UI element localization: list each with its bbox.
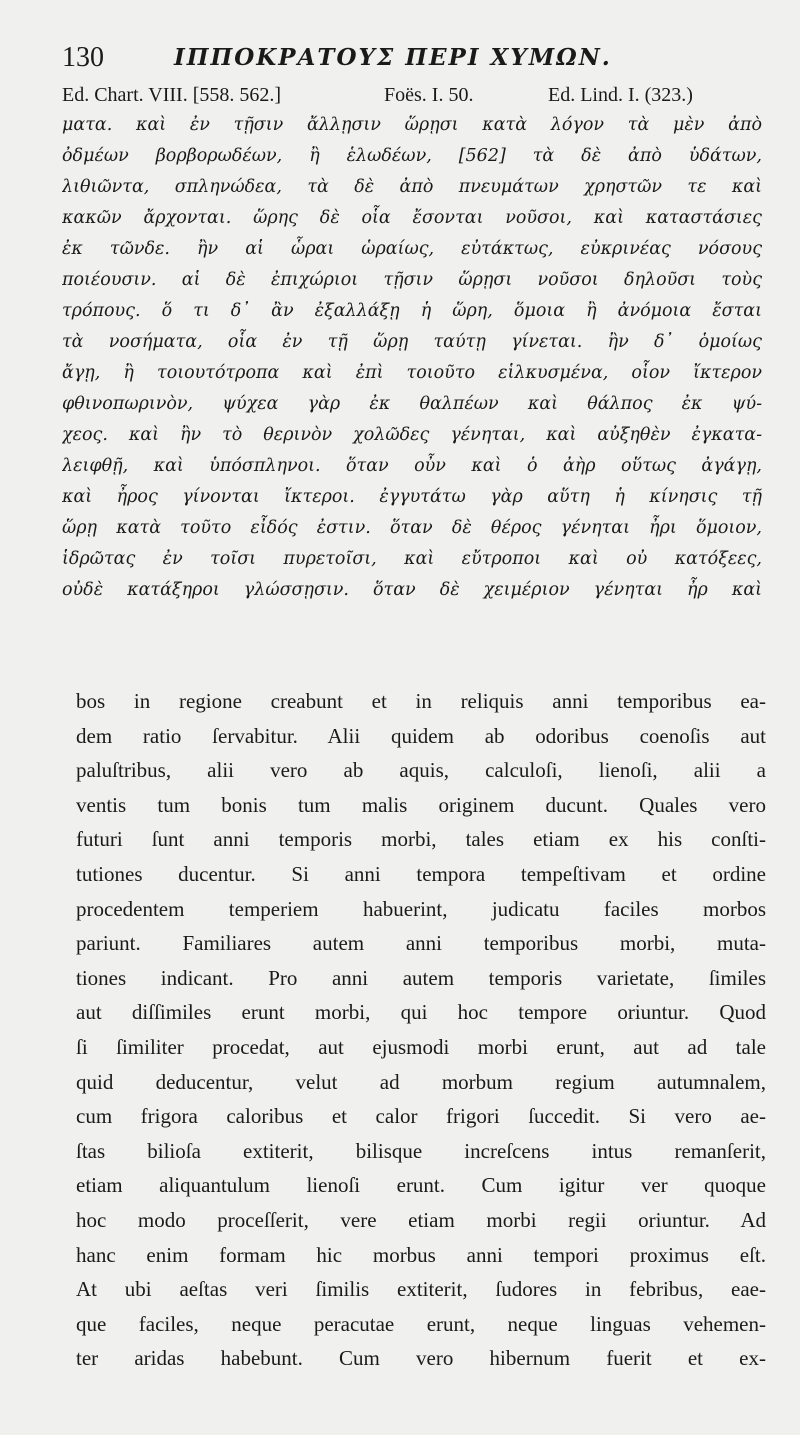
latin-line: tiones indicant. Pro anni autem temporis varietate, ſimiles <box>76 965 766 990</box>
latin-line: que faciles, neque peracutae erunt, neque linguas vehemen- <box>76 1311 766 1336</box>
latin-line: quid deducentur, velut ad morbum regium autumnalem, <box>76 1069 766 1094</box>
greek-line: ποιέουσιν. αἱ δὲ ἐπιχώριοι τῇσιν ὥρῃσι νοῦσοι δηλοῦσι τοὺς <box>62 270 762 290</box>
latin-line: pariunt. Familiares autem anni temporibus morbi, muta- <box>76 931 766 956</box>
latin-line: aut diſſimiles erunt morbi, qui hoc tempore oriuntur. Quod <box>76 1000 766 1025</box>
edition-chartier: Ed. Chart. VIII. [558. 562.] <box>62 84 282 106</box>
latin-line: procedentem temperiem habuerint, judicatu faciles morbos <box>76 896 766 921</box>
latin-line: futuri ſunt anni temporis morbi, tales etiam ex his conſti- <box>76 827 766 852</box>
latin-line: bos in regione creabunt et in reliquis anni temporibus ea- <box>76 689 766 713</box>
latin-line: hanc enim formam hic morbus anni tempori proximus eſt. <box>76 1242 766 1267</box>
latin-line: cum frigora caloribus et calor frigori ſuccedit. Si vero ae- <box>76 1104 766 1129</box>
greek-line: λειφθῇ, καὶ ὑπόσπληνοι. ὅταν οὖν καὶ ὁ ἀὴρ οὕτως ἀγάγῃ, <box>62 456 762 476</box>
greek-line: χεος. καὶ ἢν τὸ θερινὸν χολῶδες γένηται, καὶ αὐξηθὲν ἐγκατα- <box>62 425 762 445</box>
page-header <box>62 40 762 80</box>
greek-line: ἱδρῶτας ἐν τοῖσι πυρετοῖσι, καὶ εὔτροποι καὶ οὐ κατόξεες, <box>62 549 762 569</box>
latin-line: ter aridas habebunt. Cum vero hibernum fuerit et ex- <box>76 1346 766 1371</box>
latin-line: At ubi aeſtas veri ſimilis extiterit, ſudores in febribus, eae- <box>76 1277 766 1302</box>
greek-line: οὐδὲ κατάξηροι γλώσσῃσιν. ὅταν δὲ χειμέριον γένηται ἦρ καὶ <box>62 580 762 600</box>
latin-line: ſtas bilioſa extiterit, bilisque increſcens intus remanſerit, <box>76 1138 766 1163</box>
latin-line: etiam aliquantulum lienoſi erunt. Cum igitur ver quoque <box>76 1173 766 1198</box>
edition-foesius: Foës. I. 50. <box>384 84 474 106</box>
greek-line: καὶ ἦρος γίνονται ἴκτεροι. ἐγγυτάτω γὰρ αὕτη ἡ κίνησις τῇ <box>62 487 762 507</box>
greek-text-block <box>62 110 762 606</box>
latin-line: dem ratio ſervabitur. Alii quidem ab odoribus coenoſis aut <box>76 723 766 748</box>
greek-line: ὥρῃ κατὰ τοῦτο εἶδός ἐστιν. ὅταν δὲ θέρος γένηται ἦρι ὅμοιον, <box>62 518 762 538</box>
latin-line: ventis tum bonis tum malis originem ducunt. Quales vero <box>76 792 766 817</box>
latin-line: tutiones ducentur. Si anni tempora tempeſtivam et ordine <box>76 861 766 886</box>
running-head: ΙΠΠΟΚΡΑΤΟΥΣ ΠΕΡΙ ΧΥΜΩΝ. <box>174 44 612 71</box>
greek-line: τρόπους. ὅ τι δ᾽ ἂν ἐξαλλάξῃ ἡ ὥρη, ὅμοια ἢ ἀνόμοια ἔσται <box>62 301 762 321</box>
page-number: 130 <box>62 42 104 73</box>
greek-line: ματα. καὶ ἐν τῇσιν ἄλλῃσιν ὥρῃσι κατὰ λόγον τὰ μὲν ἀπὸ <box>62 115 762 135</box>
greek-line: ἐκ τῶνδε. ἢν αἱ ὧραι ὡραίως, εὐτάκτως, εὐκρινέας νόσους <box>62 239 762 259</box>
latin-line: ſi ſimiliter procedat, aut ejusmodi morbi erunt, aut ad tale <box>76 1034 766 1059</box>
greek-line: λιθιῶντα, σπληνώδεα, τὰ δὲ ἀπὸ πνευμάτων χρηστῶν τε καὶ <box>62 177 762 197</box>
greek-line: τὰ νοσήματα, οἷα ἐν τῇ ὥρῃ ταύτῃ γίνεται. ἢν δ᾽ ὁμοίως <box>62 332 762 352</box>
latin-translation-block <box>76 684 766 1376</box>
greek-line: ὀδμέων βορβορωδέων, ἢ ἑλωδέων, [562] τὰ δὲ ἀπὸ ὑδάτων, <box>62 146 762 166</box>
greek-line: ἄγῃ, ἢ τοιουτότροπα καὶ ἐπὶ τοιοῦτο εἱλκυσμένα, οἷον ἴκτερον <box>62 363 762 383</box>
greek-line: κακῶν ἄρχονται. ὥρης δὲ οἷα ἔσονται νοῦσοι, καὶ καταστάσιες <box>62 208 762 228</box>
edition-linden: Ed. Lind. I. (323.) <box>548 84 693 106</box>
greek-line: φθινοπωρινὸν, ψύχεα γὰρ ἐκ θαλπέων καὶ θάλπος ἐκ ψύ- <box>62 394 762 414</box>
latin-line: paluſtribus, alii vero ab aquis, calculoſi, lienoſi, alii a <box>76 758 766 783</box>
latin-line: hoc modo proceſſerit, vere etiam morbi regii oriuntur. Ad <box>76 1207 766 1232</box>
